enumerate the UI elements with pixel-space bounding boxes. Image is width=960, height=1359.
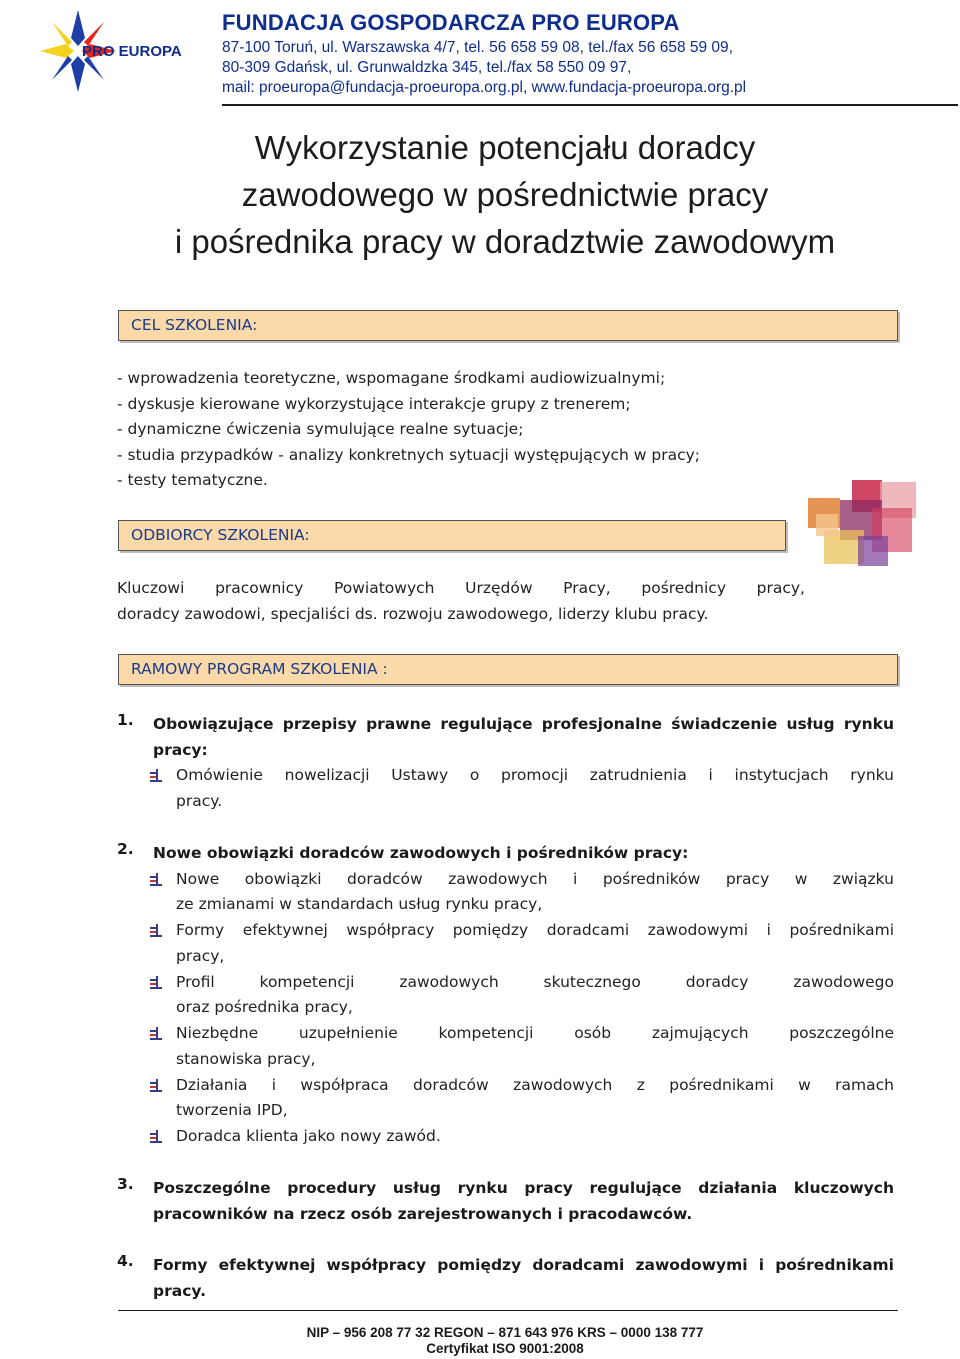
program-bullet: Nowe obowiązki doradców zawodowych i pośredników pracy w związku (176, 870, 894, 888)
program-bullet: Niezbędne uzupełnienie kompetencji osób zajmujących poszczególne (176, 1024, 894, 1042)
title-line: zawodowego w pośrednictwie pracy (241, 176, 769, 213)
section-heading-goals: CEL SZKOLENIA: (118, 310, 898, 341)
program-item-heading: Nowe obowiązki doradców zawodowych i pośredników pracy: (153, 844, 689, 862)
program-item-number: 3. (117, 1175, 134, 1193)
footer-registry-info: NIP – 956 208 77 32 REGON – 871 643 976 KRS – 0000 138 777 (306, 1325, 704, 1340)
program-item-heading: Obowiązujące przepisy prawne regulujące profesjonalne świadczenie usług rynku (153, 715, 894, 733)
title-line: i pośrednika pracy w doradztwie zawodowym (174, 223, 836, 260)
program-item-number: 4. (117, 1252, 134, 1270)
program-item-heading: pracy: (153, 741, 208, 759)
list-item: - wprowadzenia teoretyczne, wspomagane środkami audiowizualnymi; (117, 369, 666, 387)
bullet-icon (147, 975, 163, 989)
decorative-squares-image (800, 478, 920, 576)
program-bullet: Działania i współpraca doradców zawodowych z pośrednikami w ramach (176, 1076, 894, 1094)
section-heading-audience: ODBIORCY SZKOLENIA: (118, 520, 786, 551)
pro-europa-logo (38, 8, 198, 94)
logo-text: PRO EUROPA (82, 43, 182, 60)
section-heading-program: RAMOWY PROGRAM SZKOLENIA : (118, 654, 898, 685)
program-bullet: ze zmianami w standardach usług rynku pracy, (176, 895, 543, 913)
program-bullet: stanowiska pracy, (176, 1050, 316, 1068)
document-title (100, 124, 910, 265)
contact-line[interactable]: mail: proeuropa@fundacja-proeuropa.org.pl, www.fundacja-proeuropa.org.pl (222, 79, 747, 96)
goals-list (117, 366, 700, 494)
program-bullet: Profil kompetencji zawodowych skutecznego doradcy zawodowego (176, 973, 894, 991)
list-item: - studia przypadków - analizy konkretnych sytuacji występujących w pracy; (117, 445, 700, 464)
footer-divider (118, 1310, 898, 1311)
bullet-icon (147, 1078, 163, 1092)
program-item-number: 1. (117, 711, 134, 729)
program-item-number: 2. (117, 840, 134, 858)
list-item: - dyskusje kierowane wykorzystujące interakcje grupy z trenerem; (117, 394, 631, 413)
footer-certificate: Certyfikat ISO 9001:2008 (426, 1341, 584, 1356)
program-item-heading: Formy efektywnej współpracy pomiędzy doradcami zawodowymi i pośrednikami (153, 1256, 894, 1274)
program-item-heading: pracowników na rzecz osób zarejestrowanych i pracodawców. (153, 1205, 693, 1223)
organization-name: FUNDACJA GOSPODARCZA PRO EUROPA (222, 10, 680, 35)
header-divider (222, 104, 958, 106)
bullet-icon (147, 872, 163, 886)
program-bullet: pracy, (176, 947, 225, 965)
list-item: - testy tematyczne. (117, 471, 268, 489)
bullet-icon (147, 768, 163, 782)
list-item: - dynamiczne ćwiczenia symulujące realne sytuacje; (117, 420, 524, 438)
bullet-icon (147, 923, 163, 937)
program-bullet: tworzenia IPD, (176, 1101, 288, 1119)
program-bullet: pracy. (176, 792, 223, 810)
contact-line: 87-100 Toruń, ul. Warszawska 4/7, tel. 56 658 59 08, tel./fax 56 658 59 09, (222, 39, 733, 56)
program-bullet: Doradca klienta jako nowy zawód. (176, 1127, 441, 1145)
program-bullet: oraz pośrednika pracy, (176, 998, 353, 1016)
audience-text: Kluczowi pracownicy Powiatowych Urzędów Pracy, pośrednicy pracy, (117, 579, 805, 597)
bullet-icon (147, 1026, 163, 1040)
program-item-heading: pracy. (153, 1282, 206, 1300)
title-line: Wykorzystanie potencjału doradcy (254, 129, 756, 166)
program-bullet: Omówienie nowelizacji Ustawy o promocji zatrudnienia i instytucjach rynku (176, 766, 894, 784)
program-bullet: Formy efektywnej współpracy pomiędzy doradcami zawodowymi i pośrednikami (176, 921, 894, 939)
bullet-icon (147, 1129, 163, 1143)
contact-line: 80-309 Gdańsk, ul. Grunwaldzka 345, tel./fax 58 550 09 97, (222, 59, 632, 76)
program-item-heading: Poszczególne procedury usług rynku pracy regulujące działania kluczowych (153, 1179, 894, 1197)
audience-text: doradcy zawodowi, specjaliści ds. rozwoju zawodowego, liderzy klubu pracy. (117, 605, 709, 623)
